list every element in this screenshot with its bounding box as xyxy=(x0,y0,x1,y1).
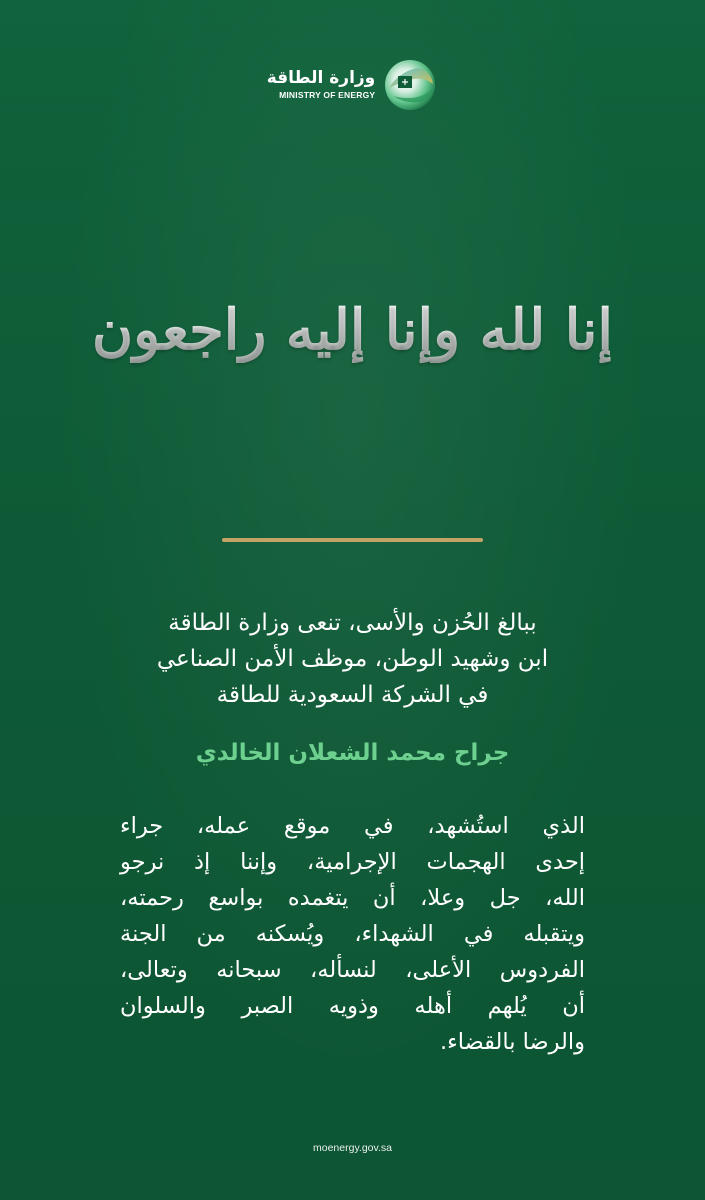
intro-line: ببالغ الحُزن والأسى، تنعى وزارة الطاقة xyxy=(168,610,537,636)
body-line: أن يُلهم أهله وذويه الصبر والسلوان xyxy=(120,993,585,1019)
body-paragraph xyxy=(120,808,585,1060)
body-line: إحدى الهجمات الإجرامية، وإننا إذ نرجو xyxy=(120,849,585,875)
body-line: الفردوس الأعلى، لنسأله، سبحانه وتعالى، xyxy=(120,957,585,983)
logo-english-name: MINISTRY OF ENERGY xyxy=(279,90,376,101)
intro-line: ابن وشهيد الوطن، موظف الأمن الصناعي xyxy=(156,646,549,672)
intro-line: في الشركة السعودية للطاقة xyxy=(216,682,489,708)
body-line: والرضا بالقضاء. xyxy=(440,1029,585,1055)
intro-paragraph xyxy=(130,605,575,713)
ministry-logo xyxy=(262,55,442,115)
gold-divider xyxy=(222,538,483,542)
body-line: ويتقبله في الشهداء، ويُسكنه من الجنة xyxy=(120,921,585,947)
logo-text xyxy=(267,69,376,100)
headline-text: إنا لله وإنا إليه راجعون xyxy=(92,297,613,363)
logo-arabic-name: وزارة الطاقة xyxy=(266,68,376,89)
saudi-emblem-icon xyxy=(383,58,437,112)
body-line: الذي استُشهد، في موقع عمله، جراء xyxy=(120,813,585,839)
headline-calligraphy xyxy=(60,255,645,405)
body-line: الله، جل وعلا، أن يتغمده بواسع رحمته، xyxy=(120,885,585,911)
deceased-name: جراح محمد الشعلان الخالدي xyxy=(195,740,510,766)
footer-website: moenergy.gov.sa xyxy=(313,1142,392,1154)
